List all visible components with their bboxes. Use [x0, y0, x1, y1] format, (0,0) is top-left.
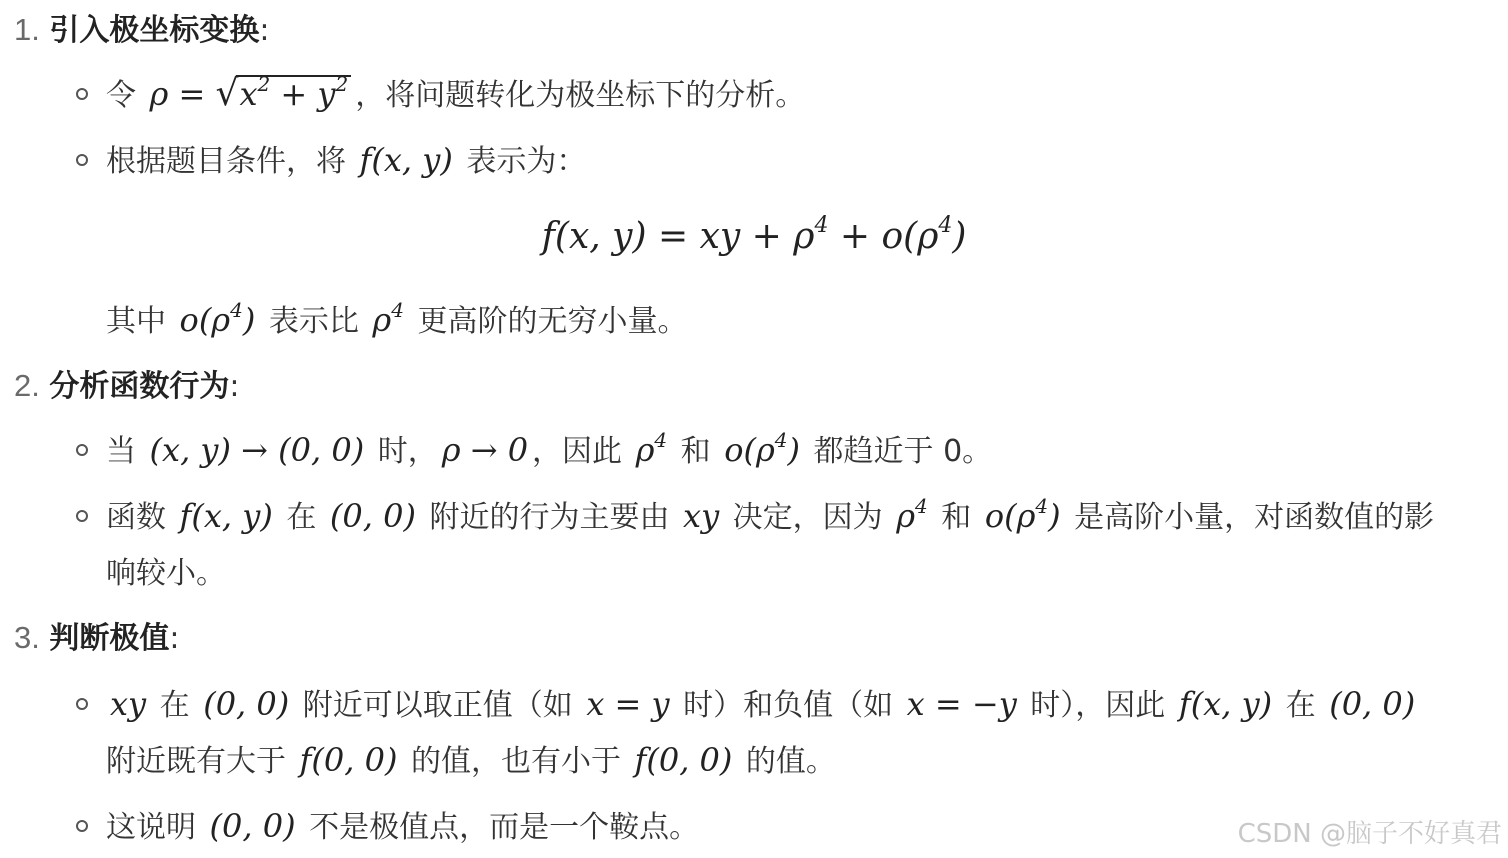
section-colon: :	[169, 621, 180, 656]
math-inline: f(0, 0)	[634, 741, 733, 779]
math-inline: $\rho = √x^2 + y^2$	[146, 75, 356, 113]
list-item-continuation: 响较小。	[106, 556, 226, 591]
math-inline: (x, y) → (0, 0)	[149, 431, 365, 469]
math-inline: $o(\rho^4)$	[724, 428, 800, 469]
section-3-heading	[14, 618, 180, 659]
math-inline: ρ → 0	[441, 431, 529, 469]
math-inline: $\rho^4$	[372, 298, 404, 339]
math-inline: (0, 0)	[329, 497, 416, 535]
sqrt-icon: √	[215, 73, 239, 114]
section-number: 2.	[14, 368, 40, 403]
math-inline: x = y	[586, 685, 670, 723]
math-inline: (0, 0)	[209, 807, 296, 845]
math-inline: x = −y	[906, 685, 1017, 723]
note-text: 其中 $o(\rho^4)$ 表示比 $\rho^4$ 更高阶的无穷小量。	[106, 298, 688, 339]
list-item	[76, 140, 586, 182]
bullet-icon	[76, 698, 88, 710]
math-inline: f(x, y)	[359, 141, 453, 179]
list-item	[76, 74, 805, 116]
math-inline: $\rho^4$	[896, 494, 928, 535]
text: 表示为：	[456, 144, 587, 179]
math-inline: (0, 0)	[203, 685, 290, 723]
list-item: 这说明 (0, 0) 不是极值点，而是一个鞍点。	[76, 806, 699, 848]
section-1-heading	[14, 10, 270, 51]
section-title: 判断极值	[49, 621, 170, 656]
section-2-heading	[14, 366, 240, 407]
sqrt-radicand: $x^2 + y^2$	[236, 75, 351, 111]
list-item: xy 在 (0, 0) 附近可以取正值（如 x = y 时）和负值（如 x = −y 时），因此 f(x, y) 在 (0, 0)	[76, 684, 1419, 726]
text: 根据题目条件，将	[106, 144, 356, 179]
display-equation: f(x, y) = xy + $\rho^4 + o(\rho^4)$	[541, 213, 967, 257]
section-colon: :	[259, 13, 270, 48]
bullet-icon	[76, 444, 88, 456]
math-inline: xy	[110, 685, 147, 723]
watermark: CSDN @脑子不好真君	[1237, 819, 1502, 849]
math-inline: $\rho^4$	[635, 428, 668, 469]
section-colon: :	[229, 369, 240, 404]
math-inline: f(0, 0)	[299, 741, 398, 779]
text: 令	[106, 78, 146, 113]
text: ，将问题转化为极坐标下的分析。	[355, 78, 806, 113]
math-inline: xy	[683, 497, 720, 535]
list-item: 当 (x, y) → (0, 0) 时， ρ → 0 ，因此 $\rho^4$ 和 $o(\rho^4)$ 都趋近于 0。	[76, 430, 992, 472]
math-inline: f(x, y)	[1178, 685, 1273, 723]
bullet-icon	[76, 154, 88, 166]
section-number: 1.	[14, 12, 40, 47]
bullet-icon	[76, 88, 88, 100]
math-inline: $o(\rho^4)$	[984, 494, 1061, 535]
list-item-continuation: 附近既有大于 f(0, 0) 的值，也有小于 f(0, 0) 的值。	[106, 741, 836, 779]
bullet-icon	[76, 820, 88, 832]
section-title: 分析函数行为	[49, 369, 230, 404]
bullet-icon	[76, 510, 88, 522]
list-item: 函数 f(x, y) 在 (0, 0) 附近的行为主要由 xy 决定，因为 $\rho^4$ 和 $o(\rho^4)$ 是高阶小量，对函数值的影	[76, 496, 1434, 538]
section-title: 引入极坐标变换	[49, 13, 260, 48]
section-number: 3.	[14, 620, 40, 655]
math-inline: f(x, y)	[179, 497, 273, 535]
math-inline: (0, 0)	[1329, 685, 1416, 723]
math-inline: $o(\rho^4)$	[179, 298, 256, 339]
